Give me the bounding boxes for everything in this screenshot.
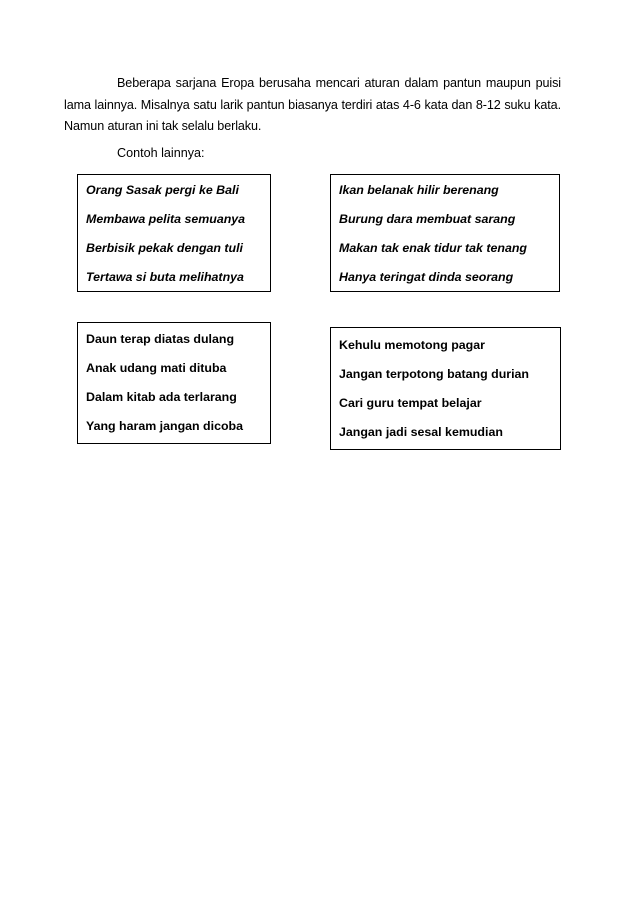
pantun-line: Membawa pelita semuanya [86, 212, 246, 226]
pantun-box-4 [330, 327, 561, 450]
pantun-box-1 [77, 174, 271, 292]
intro-paragraph-text: Beberapa sarjana Eropa berusaha mencari aturan dalam pantun maupun puisi lama lainnya. Misalnya satu larik pantun biasanya terdiri atas 4-6 kata dan 8-12 suku kata. Namun aturan ini tak selalu berlaku. [64, 76, 561, 133]
pantun-line: Orang Sasak pergi ke Bali [86, 183, 239, 197]
pantun-line: Hanya teringat dinda seorang [339, 270, 514, 284]
examples-lead: Contoh lainnya: [117, 146, 205, 160]
pantun-line: Daun terap diatas dulang [86, 332, 235, 346]
pantun-box-3 [77, 322, 271, 444]
pantun-line: Kehulu memotong pagar [339, 338, 485, 352]
pantun-line: Burung dara membuat sarang [339, 212, 516, 226]
pantun-line: Cari guru tempat belajar [339, 396, 482, 410]
pantun-line: Tertawa si buta melihatnya [86, 270, 244, 284]
pantun-line: Makan tak enak tidur tak tenang [339, 241, 527, 255]
pantun-line: Jangan terpotong batang durian [339, 367, 529, 381]
intro-paragraph [64, 73, 561, 138]
pantun-line: Jangan jadi sesal kemudian [339, 425, 503, 439]
pantun-line: Yang haram jangan dicoba [86, 419, 243, 433]
pantun-line: Berbisik pekak dengan tuli [86, 241, 243, 255]
pantun-line: Anak udang mati dituba [86, 361, 227, 375]
pantun-line: Ikan belanak hilir berenang [339, 183, 499, 197]
pantun-line: Dalam kitab ada terlarang [86, 390, 237, 404]
pantun-box-2 [330, 174, 560, 292]
